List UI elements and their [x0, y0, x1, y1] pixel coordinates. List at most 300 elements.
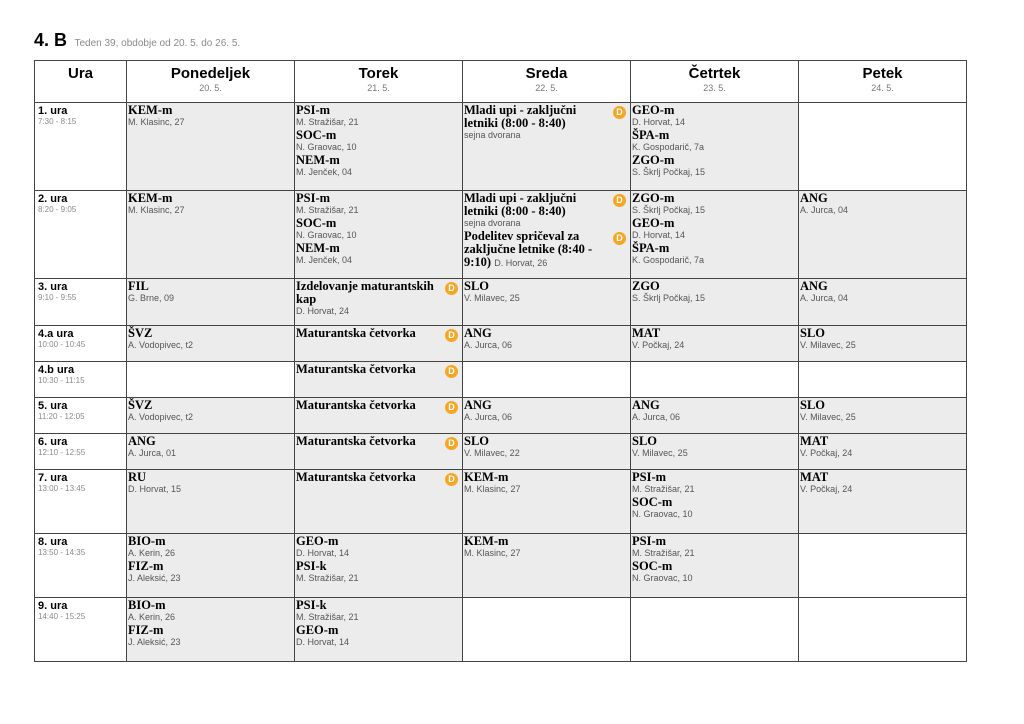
lesson-cell[interactable]: [127, 103, 295, 191]
lesson-entry[interactable]: [127, 103, 294, 128]
lesson-teacher: K. Gospodarič, 7a: [632, 255, 705, 265]
lesson-subject-text: SLO: [800, 326, 826, 340]
lesson-subject-text: PSI-m: [632, 534, 667, 548]
lesson-cell[interactable]: [799, 279, 967, 326]
lesson-teacher: S. Škrlj Počkaj, 15: [632, 205, 706, 215]
lesson-entry[interactable]: [127, 470, 294, 495]
period-cell: [35, 326, 127, 362]
lesson-teacher: K. Gospodarič, 7a: [632, 142, 705, 152]
event-badge-icon: D: [445, 401, 458, 414]
period-time: 13:00 - 13:45: [38, 484, 86, 493]
lesson-teacher: sejna dvorana: [464, 218, 521, 228]
lesson-entry[interactable]: [799, 470, 966, 495]
header-day: Sreda 22. 5.: [463, 61, 631, 103]
lesson-subject: [296, 129, 444, 142]
lesson-entry[interactable]: [295, 128, 462, 153]
lesson-cell[interactable]: [463, 326, 631, 362]
lesson-cell[interactable]: [127, 191, 295, 279]
lesson-cell: [631, 362, 799, 398]
lesson-cell[interactable]: [463, 279, 631, 326]
lesson-entry[interactable]: [631, 534, 798, 559]
header-date: 21. 5.: [367, 83, 390, 93]
lesson-subject: [632, 129, 780, 142]
lesson-entry[interactable]: [295, 398, 462, 412]
lesson-subject-text: Maturantska četvorka: [296, 398, 416, 412]
period-cell: [35, 434, 127, 470]
lesson-teacher: V. Milavec, 25: [800, 412, 856, 422]
lesson-subject: [464, 471, 612, 484]
lesson-subject-text: MAT: [800, 470, 829, 484]
lesson-cell[interactable]: [799, 434, 967, 470]
lesson-subject-text: GEO-m: [296, 534, 339, 548]
period-label: 6. ura: [38, 436, 68, 448]
lesson-subject: [128, 535, 276, 548]
period-time: 11:20 - 12:05: [38, 412, 85, 421]
lesson-subject: [296, 535, 444, 548]
lesson-cell[interactable]: [127, 279, 295, 326]
lesson-teacher: M. Stražišar, 21: [296, 205, 359, 215]
lesson-teacher: D. Horvat, 14: [632, 117, 686, 127]
timetable-header-row: [35, 61, 967, 103]
lesson-cell[interactable]: [295, 398, 463, 434]
lesson-teacher: D. Horvat, 24: [296, 306, 350, 316]
lesson-cell[interactable]: [127, 534, 295, 598]
header-ura: Ura: [35, 61, 127, 103]
lesson-teacher: D. Horvat, 14: [632, 230, 686, 240]
lesson-cell[interactable]: [463, 398, 631, 434]
lesson-entry[interactable]: [463, 470, 630, 495]
lesson-subject-text: MAT: [800, 434, 829, 448]
lesson-subject-text: SLO: [464, 279, 490, 293]
lesson-teacher: M. Klasinc, 27: [464, 548, 521, 558]
lesson-subject-text: FIZ-m: [128, 623, 164, 637]
header-date: 20. 5.: [199, 83, 222, 93]
period-label: 5. ura: [38, 400, 68, 412]
header-date: 24. 5.: [871, 83, 894, 93]
lesson-subject: [296, 624, 444, 637]
lesson-subject-text: ŠPA-m: [632, 128, 670, 142]
lesson-subject-text: FIZ-m: [128, 559, 164, 573]
lesson-entry[interactable]: [127, 398, 294, 423]
lesson-subject: [632, 217, 780, 230]
lesson-subject: [632, 327, 780, 340]
lesson-entry[interactable]: [127, 623, 294, 648]
lesson-entry[interactable]: [127, 191, 294, 216]
lesson-entry[interactable]: [631, 103, 798, 128]
lesson-subject: [800, 327, 948, 340]
lesson-cell[interactable]: [127, 398, 295, 434]
lesson-subject-text: KEM-m: [128, 103, 173, 117]
lesson-subject: [464, 399, 612, 412]
lesson-cell[interactable]: [463, 434, 631, 470]
lesson-subject: [632, 280, 780, 293]
lesson-cell[interactable]: [127, 470, 295, 534]
lesson-subject: [632, 192, 780, 205]
lesson-entry[interactable]: [127, 326, 294, 351]
lesson-teacher: A. Kerin, 26: [128, 612, 176, 622]
period-cell: [35, 598, 127, 662]
lesson-cell[interactable]: [295, 434, 463, 470]
lesson-subject-text: Maturantska četvorka: [296, 362, 416, 376]
lesson-subject-text: SOC-m: [632, 495, 673, 509]
lesson-entry[interactable]: [631, 495, 798, 520]
header-day: Torek 21. 5.: [295, 61, 463, 103]
table-row: [35, 279, 967, 326]
lesson-teacher: N. Graovac, 10: [296, 230, 357, 240]
header-day: Petek 24. 5.: [799, 61, 967, 103]
event-badge-icon: D: [445, 365, 458, 378]
lesson-subject: [464, 280, 612, 293]
period-label: 4.a ura: [38, 328, 74, 340]
lesson-entry[interactable]: [631, 241, 798, 266]
lesson-cell[interactable]: [799, 470, 967, 534]
lesson-entry[interactable]: [463, 326, 630, 351]
lesson-subject: [128, 280, 276, 293]
lesson-entry[interactable]: [295, 623, 462, 648]
lesson-cell[interactable]: [127, 598, 295, 662]
lesson-subject-text: SOC-m: [296, 128, 337, 142]
lesson-subject-text: ANG: [128, 434, 156, 448]
lesson-subject: [128, 104, 276, 117]
lesson-subject: [632, 104, 780, 117]
lesson-entry[interactable]: [799, 279, 966, 304]
lesson-cell[interactable]: [295, 470, 463, 534]
lesson-cell[interactable]: [799, 398, 967, 434]
lesson-cell[interactable]: [463, 470, 631, 534]
lesson-teacher: D. Horvat, 26: [494, 258, 548, 268]
lesson-subject: [632, 242, 780, 255]
lesson-teacher: A. Jurca, 01: [128, 448, 177, 458]
lesson-entry[interactable]: [799, 326, 966, 351]
lesson-entry[interactable]: [295, 598, 462, 623]
period-time: 13:50 - 14:35: [38, 548, 86, 557]
lesson-cell[interactable]: [127, 434, 295, 470]
lesson-cell: [799, 362, 967, 398]
lesson-subject-text: KEM-m: [464, 534, 509, 548]
lesson-subject: [464, 435, 612, 448]
lesson-entry[interactable]: [127, 434, 294, 459]
lesson-teacher: V. Milavec, 25: [464, 293, 520, 303]
lesson-subject-text: Maturantska četvorka: [296, 326, 416, 340]
event-badge-icon: D: [445, 473, 458, 486]
period-time: 12:10 - 12:55: [38, 448, 86, 457]
lesson-subject-text: GEO-m: [296, 623, 339, 637]
period-cell: [35, 534, 127, 598]
lesson-subject-text: Izdelovanje maturantskih kap: [296, 279, 434, 306]
lesson-cell[interactable]: [295, 326, 463, 362]
lesson-teacher: A. Jurca, 06: [632, 412, 681, 422]
lesson-cell[interactable]: [295, 191, 463, 279]
lesson-cell[interactable]: [799, 326, 967, 362]
lesson-entry[interactable]: [463, 103, 630, 141]
table-row: [35, 103, 967, 191]
lesson-subject-text: ANG: [464, 398, 492, 412]
lesson-cell[interactable]: [631, 470, 799, 534]
lesson-subject: [296, 363, 444, 376]
table-row: [35, 362, 967, 398]
lesson-subject-text: ŠVZ: [128, 326, 153, 340]
lesson-teacher: N. Graovac, 10: [296, 142, 357, 152]
lesson-entry[interactable]: [463, 229, 630, 270]
lesson-teacher: M. Stražišar, 21: [632, 548, 695, 558]
lesson-subject-text: ANG: [464, 326, 492, 340]
lesson-subject: [128, 471, 276, 484]
lesson-subject: [296, 242, 444, 255]
lesson-teacher: S. Škrlj Počkaj, 15: [632, 293, 706, 303]
lesson-cell: [799, 598, 967, 662]
lesson-subject: [800, 471, 948, 484]
lesson-cell[interactable]: [631, 534, 799, 598]
lesson-entry[interactable]: [631, 279, 798, 304]
lesson-entry[interactable]: [631, 398, 798, 423]
lesson-cell[interactable]: [127, 326, 295, 362]
lesson-teacher: A. Jurca, 04: [800, 205, 849, 215]
lesson-cell[interactable]: [463, 191, 631, 279]
period-label: 3. ura: [38, 281, 68, 293]
lesson-subject-text: FIL: [128, 279, 149, 293]
lesson-entry[interactable]: [463, 398, 630, 423]
period-label: 8. ura: [38, 536, 68, 548]
lesson-teacher: D. Horvat, 14: [296, 548, 350, 558]
lesson-subject-text: BIO-m: [128, 534, 166, 548]
period-label: 9. ura: [38, 600, 68, 612]
lesson-teacher: M. Stražišar, 21: [296, 117, 359, 127]
lesson-subject: [464, 104, 612, 130]
table-row: [35, 534, 967, 598]
lesson-entry[interactable]: [295, 559, 462, 584]
lesson-cell: [463, 598, 631, 662]
lesson-subject: [464, 192, 612, 218]
lesson-subject-text: NEM-m: [296, 241, 340, 255]
lesson-entry[interactable]: [463, 434, 630, 459]
lesson-cell[interactable]: [631, 398, 799, 434]
lesson-entry[interactable]: [463, 279, 630, 304]
period-cell: [35, 398, 127, 434]
lesson-subject: [296, 104, 444, 117]
event-badge-icon: D: [613, 194, 626, 207]
lesson-teacher: S. Škrlj Počkaj, 15: [632, 167, 706, 177]
lesson-subject: [800, 192, 948, 205]
period-cell: [35, 470, 127, 534]
lesson-subject-text: SLO: [464, 434, 490, 448]
period-time: 7:30 - 8:15: [38, 117, 77, 126]
lesson-subject: [800, 280, 948, 293]
lesson-entry[interactable]: [295, 362, 462, 376]
period-time: 10:00 - 10:45: [38, 340, 86, 349]
lesson-subject-text: PSI-k: [296, 559, 327, 573]
lesson-entry[interactable]: [295, 470, 462, 484]
period-label: 2. ura: [38, 193, 68, 205]
lesson-subject: [296, 154, 444, 167]
lesson-subject-text: NEM-m: [296, 153, 340, 167]
lesson-subject-text: Mladi upi - zaključni letniki (8:00 - 8:40): [464, 103, 577, 130]
lesson-teacher: V. Počkaj, 24: [632, 340, 685, 350]
lesson-cell[interactable]: [799, 191, 967, 279]
lesson-entry[interactable]: [631, 191, 798, 216]
period-cell: [35, 279, 127, 326]
period-label: 1. ura: [38, 105, 68, 117]
event-badge-icon: D: [445, 282, 458, 295]
lesson-subject: [296, 217, 444, 230]
lesson-subject-text: MAT: [632, 326, 661, 340]
lesson-subject-text: GEO-m: [632, 216, 675, 230]
lesson-teacher: M. Klasinc, 27: [128, 117, 185, 127]
lesson-entry[interactable]: [463, 534, 630, 559]
lesson-cell[interactable]: [295, 103, 463, 191]
lesson-entry[interactable]: [127, 534, 294, 559]
lesson-teacher: M. Stražišar, 21: [296, 573, 359, 583]
lesson-subject-text: RU: [128, 470, 147, 484]
lesson-subject: [296, 560, 444, 573]
timetable-body: [35, 103, 967, 662]
lesson-subject-text: ANG: [800, 191, 828, 205]
lesson-cell[interactable]: [295, 279, 463, 326]
period-time: 8:20 - 9:05: [38, 205, 77, 214]
timetable: [34, 60, 967, 662]
lesson-subject-text: BIO-m: [128, 598, 166, 612]
lesson-teacher: A. Vodopivec, t2: [128, 412, 194, 422]
lesson-entry[interactable]: [631, 470, 798, 495]
lesson-subject-text: Mladi upi - zaključni letniki (8:00 - 8:40): [464, 191, 577, 218]
lesson-teacher: A. Jurca, 06: [464, 340, 513, 350]
lesson-teacher: D. Horvat, 15: [128, 484, 182, 494]
lesson-subject-text: SOC-m: [632, 559, 673, 573]
lesson-cell[interactable]: [463, 103, 631, 191]
lesson-subject-text: ANG: [632, 398, 660, 412]
lesson-subject: [128, 399, 276, 412]
lesson-subject: [296, 327, 444, 340]
lesson-subject: [632, 399, 780, 412]
lesson-entry[interactable]: [295, 191, 462, 216]
lesson-entry[interactable]: [799, 434, 966, 459]
lesson-subject-text: Podelitev spričeval za zaključne letnike (8:40 - 9:10): [464, 229, 593, 269]
lesson-cell[interactable]: [631, 191, 799, 279]
lesson-teacher: A. Vodopivec, t2: [128, 340, 194, 350]
period-time: 10:30 - 11:15: [38, 376, 85, 385]
lesson-entry[interactable]: [295, 279, 462, 317]
lesson-subject: [464, 535, 612, 548]
lesson-cell[interactable]: [631, 434, 799, 470]
period-label: 7. ura: [38, 472, 68, 484]
lesson-subject: [632, 535, 780, 548]
period-time: 14:40 - 15:25: [38, 612, 86, 621]
lesson-subject-text: ANG: [800, 279, 828, 293]
lesson-subject-text: ŠPA-m: [632, 241, 670, 255]
lesson-entry[interactable]: [295, 153, 462, 178]
lesson-cell[interactable]: [631, 279, 799, 326]
lesson-entry[interactable]: [295, 434, 462, 448]
lesson-subject: [296, 192, 444, 205]
table-row: [35, 191, 967, 279]
lesson-subject: [128, 327, 276, 340]
lesson-entry[interactable]: [631, 216, 798, 241]
lesson-subject-text: KEM-m: [128, 191, 173, 205]
lesson-subject-text: GEO-m: [632, 103, 675, 117]
lesson-subject-text: ZGO: [632, 279, 660, 293]
lesson-subject-text: PSI-k: [296, 598, 327, 612]
lesson-cell[interactable]: [295, 598, 463, 662]
event-badge-icon: D: [445, 437, 458, 450]
lesson-teacher: M. Jenček, 04: [296, 167, 353, 177]
lesson-subject: [632, 154, 780, 167]
lesson-cell: [799, 534, 967, 598]
lesson-teacher: N. Graovac, 10: [632, 573, 693, 583]
lesson-cell[interactable]: [295, 362, 463, 398]
lesson-entry[interactable]: [295, 534, 462, 559]
lesson-entry[interactable]: [295, 103, 462, 128]
lesson-subject: [296, 435, 444, 448]
lesson-cell: [631, 598, 799, 662]
lesson-cell[interactable]: [631, 103, 799, 191]
period-cell: [35, 103, 127, 191]
period-label: 4.b ura: [38, 364, 75, 376]
event-badge-icon: D: [445, 329, 458, 342]
lesson-subject-text: ŠVZ: [128, 398, 153, 412]
lesson-entry[interactable]: [463, 191, 630, 229]
header-date: 23. 5.: [703, 83, 726, 93]
lesson-entry[interactable]: [799, 398, 966, 423]
lesson-subject: [128, 599, 276, 612]
lesson-entry[interactable]: [799, 191, 966, 216]
lesson-teacher: D. Horvat, 14: [296, 637, 350, 647]
lesson-subject: [464, 230, 612, 270]
event-badge-icon: D: [613, 232, 626, 245]
lesson-cell[interactable]: [295, 534, 463, 598]
lesson-entry[interactable]: [631, 326, 798, 351]
lesson-subject-text: SLO: [800, 398, 826, 412]
lesson-cell[interactable]: [631, 326, 799, 362]
lesson-entry[interactable]: [631, 559, 798, 584]
lesson-entry[interactable]: [631, 128, 798, 153]
lesson-teacher: A. Jurca, 06: [464, 412, 513, 422]
lesson-teacher: M. Jenček, 04: [296, 255, 353, 265]
lesson-teacher: N. Graovac, 10: [632, 509, 693, 519]
lesson-cell: [799, 103, 967, 191]
lesson-subject: [296, 280, 444, 306]
lesson-entry[interactable]: [127, 279, 294, 304]
lesson-cell: [463, 362, 631, 398]
lesson-entry[interactable]: [631, 153, 798, 178]
lesson-entry[interactable]: [631, 434, 798, 459]
lesson-entry[interactable]: [295, 326, 462, 340]
lesson-entry[interactable]: [127, 598, 294, 623]
lesson-entry[interactable]: [127, 559, 294, 584]
lesson-subject: [464, 327, 612, 340]
table-row: [35, 434, 967, 470]
lesson-subject: [128, 435, 276, 448]
lesson-subject-text: SLO: [632, 434, 658, 448]
lesson-entry[interactable]: [295, 241, 462, 266]
lesson-teacher: A. Jurca, 04: [800, 293, 849, 303]
lesson-teacher: M. Stražišar, 21: [296, 612, 359, 622]
page-header: [34, 30, 240, 51]
period-cell: [35, 362, 127, 398]
lesson-subject: [632, 560, 780, 573]
lesson-entry[interactable]: [295, 216, 462, 241]
lesson-subject: [800, 435, 948, 448]
period-time: 9:10 - 9:55: [38, 293, 77, 302]
lesson-subject: [296, 399, 444, 412]
header-date: 22. 5.: [535, 83, 558, 93]
lesson-teacher: V. Milavec, 22: [464, 448, 520, 458]
lesson-subject-text: ZGO-m: [632, 191, 675, 205]
lesson-subject-text: Maturantska četvorka: [296, 470, 416, 484]
lesson-teacher: A. Kerin, 26: [128, 548, 176, 558]
lesson-subject: [128, 192, 276, 205]
lesson-subject-text: KEM-m: [464, 470, 509, 484]
lesson-cell[interactable]: [463, 534, 631, 598]
lesson-subject-text: SOC-m: [296, 216, 337, 230]
